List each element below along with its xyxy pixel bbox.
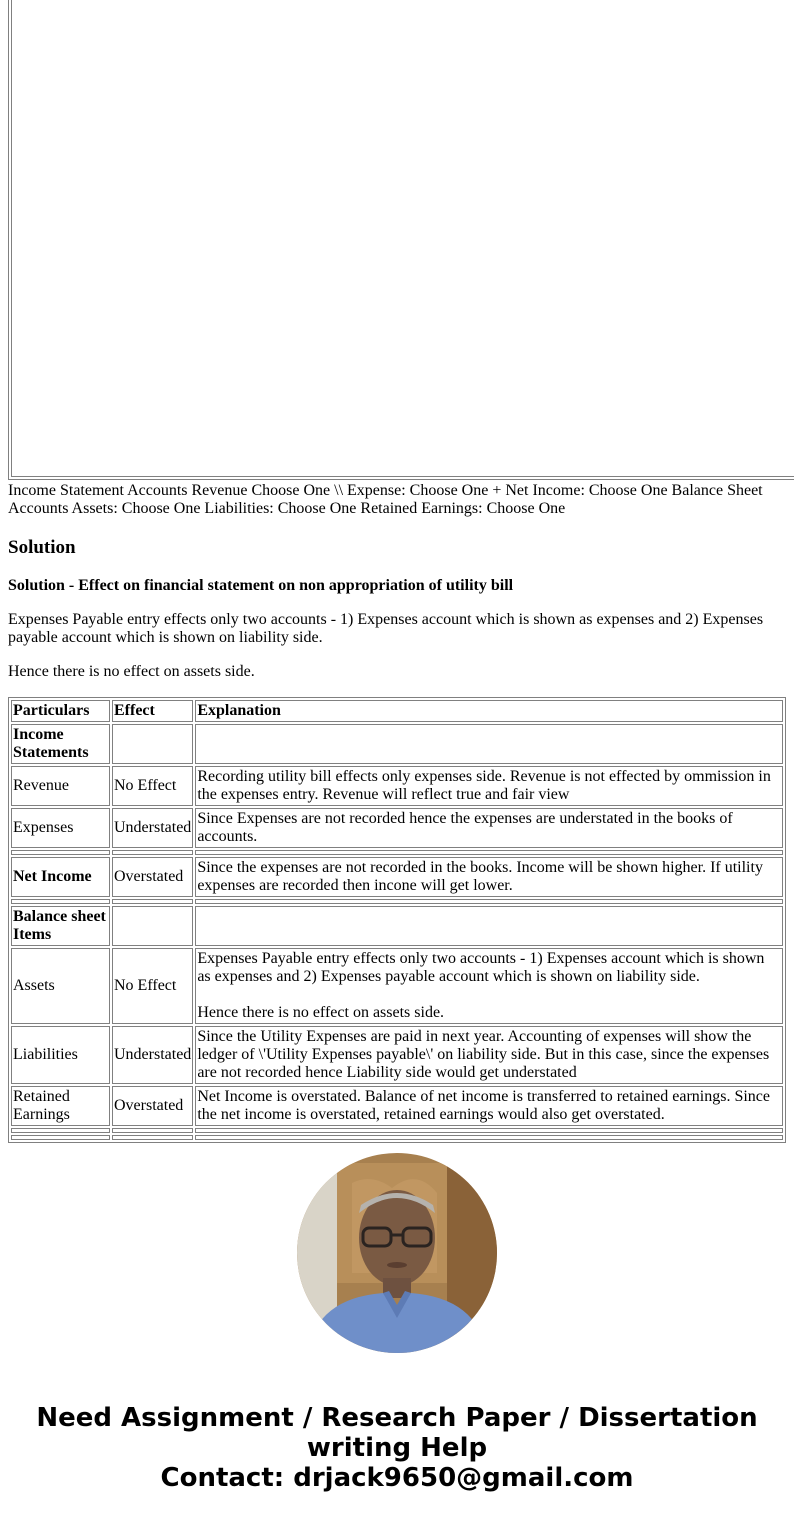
particular-cell: Retained Earnings xyxy=(11,1086,110,1126)
explanation-cell xyxy=(195,948,783,1024)
particular-cell: Assets xyxy=(11,948,110,1024)
effect-cell: No Effect xyxy=(112,948,193,1024)
table-row xyxy=(11,808,783,848)
table-row xyxy=(11,948,783,1024)
balance-heading-cell: Balance sheet Items xyxy=(11,906,110,946)
table-row-income-heading xyxy=(11,724,783,764)
header-particulars: Particulars xyxy=(11,700,110,722)
table-row-balance-heading xyxy=(11,906,783,946)
effect-cell: No Effect xyxy=(112,766,193,806)
explanation-cell: Net Income is overstated. Balance of net income is transferred to retained earnings. Since the net income is overstated, retained earnings would also get overstated. xyxy=(195,1086,783,1126)
spacer-row xyxy=(11,899,783,904)
explanation-paragraph: Hence there is no effect on assets side. xyxy=(197,1004,445,1021)
explanation-cell: Since the expenses are not recorded in the books. Income will be shown higher. If utility expenses are recorded then incone will get lower. xyxy=(195,857,783,897)
author-portrait-image xyxy=(297,1153,497,1353)
table-header-row xyxy=(11,700,783,722)
question-text: Income Statement Accounts Revenue Choose One \\ Expense: Choose One + Net Income: Choose One Balance Sheet Accounts Assets: Choose One Liabilities: Choose One Retained Earnings: Choose One xyxy=(8,482,763,517)
effect-cell: Understated xyxy=(112,808,193,848)
effect-cell: Overstated xyxy=(112,857,193,897)
promo-banner xyxy=(0,1403,794,1493)
table-row xyxy=(11,857,783,897)
author-avatar xyxy=(297,1153,497,1353)
particular-cell: Net Income xyxy=(11,857,110,897)
table-row xyxy=(11,1026,783,1084)
header-effect: Effect xyxy=(112,700,193,722)
effect-cell: Understated xyxy=(112,1026,193,1084)
table-row xyxy=(11,1086,783,1126)
particular-cell: Revenue xyxy=(11,766,110,806)
empty-cell xyxy=(195,724,783,764)
empty-cell xyxy=(112,724,193,764)
table-row xyxy=(11,766,783,806)
explanation-paragraph: Expenses Payable entry effects only two accounts - 1) Expenses account which is shown as expenses and 2) Expenses payable account which is shown on liability side. xyxy=(197,950,765,985)
solution-paragraph-2: Hence there is no effect on assets side. xyxy=(8,663,255,680)
empty-cell xyxy=(112,906,193,946)
effects-table xyxy=(8,697,786,1143)
explanation-cell: Since Expenses are not recorded hence the expenses are understated in the books of accounts. xyxy=(195,808,783,848)
solution-paragraph: Expenses Payable entry effects only two accounts - 1) Expenses account which is shown as expenses and 2) Expenses payable account which is shown on liability side. xyxy=(8,611,764,646)
banner-line: writing Help xyxy=(306,1433,488,1463)
banner-contact[interactable]: Contact: drjack9650@gmail.com xyxy=(160,1463,634,1493)
question-image-frame xyxy=(8,0,794,480)
solution-subtitle: Solution - Effect on financial statement on non appropriation of utility bill xyxy=(8,577,514,594)
spacer-row xyxy=(11,850,783,855)
explanation-cell: Since the Utility Expenses are paid in next year. Accounting of expenses will show the ledger of \'Utility Expenses payable\' on liability side. But in this case, since the expenses are not recorded hence Liability side would get understated xyxy=(195,1026,783,1084)
explanation-cell: Recording utility bill effects only expenses side. Revenue is not effected by ommission in the expenses entry. Revenue will reflect true and fair view xyxy=(195,766,783,806)
particular-cell: Liabilities xyxy=(11,1026,110,1084)
question-image-frame-inner xyxy=(11,0,794,477)
spacer-row xyxy=(11,1128,783,1133)
particular-cell: Expenses xyxy=(11,808,110,848)
banner-line: Need Assignment / Research Paper / Dissertation xyxy=(36,1403,758,1433)
empty-cell xyxy=(195,906,783,946)
income-heading-cell: Income Statements xyxy=(11,724,110,764)
spacer-row xyxy=(11,1135,783,1140)
header-explanation: Explanation xyxy=(195,700,783,722)
solution-title: Solution xyxy=(8,537,76,558)
effect-cell: Overstated xyxy=(112,1086,193,1126)
